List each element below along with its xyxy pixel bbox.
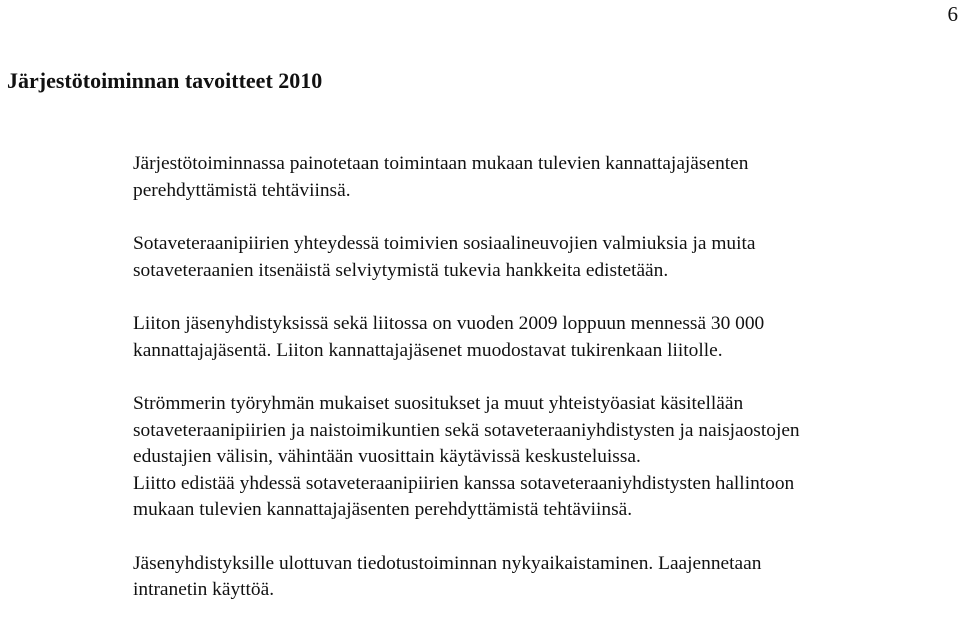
paragraph-administration: Liitto edistää yhdessä sotaveteraanipiirien kanssa sotaveteraaniyhdistysten hallintoon mukaan tulevien kannattajajäsenten perehdyttämistä tehtäviinsä.: [133, 472, 795, 520]
paragraph-supporting-members: Liiton jäsenyhdistyksissä sekä liitossa on vuoden 2009 loppuun mennessä 30 000 kannattajajäsentä. Liiton kannattajajäsenet muodostavat tukirenkaan liitolle.: [133, 313, 765, 361]
page-title: Järjestötoiminnan tavoitteet 2010: [7, 68, 323, 93]
paragraph-working-group: Strömmerin työryhmän mukaiset suositukset ja muut yhteistyöasiat käsitellään sotaveteraanipiirien ja naistoimikuntien sekä sotaveteraaniyhdistysten ja naisjaostojen edustajien välisin, vähintään vuosittain käytävissä keskusteluissa.: [133, 393, 800, 467]
paragraph-supporters-orientation: Järjestötoiminnassa painotetaan toimintaan mukaan tulevien kannattajajäsenten perehdyttämistä tehtäviinsä.: [133, 153, 749, 201]
page-number: 6: [947, 2, 958, 26]
paragraph-social-advisors: Sotaveteraanipiirien yhteydessä toimivien sosiaalineuvojien valmiuksia ja muita sotaveteraanien itsenäistä selviytymistä tukevia hankkeita edistetään.: [133, 233, 756, 281]
paragraph-communications: Jäsenyhdistyksille ulottuvan tiedotustoiminnan nykyaikaistaminen. Laajennetaan intranetin käyttöä.: [133, 552, 762, 600]
document-body: [133, 151, 955, 604]
